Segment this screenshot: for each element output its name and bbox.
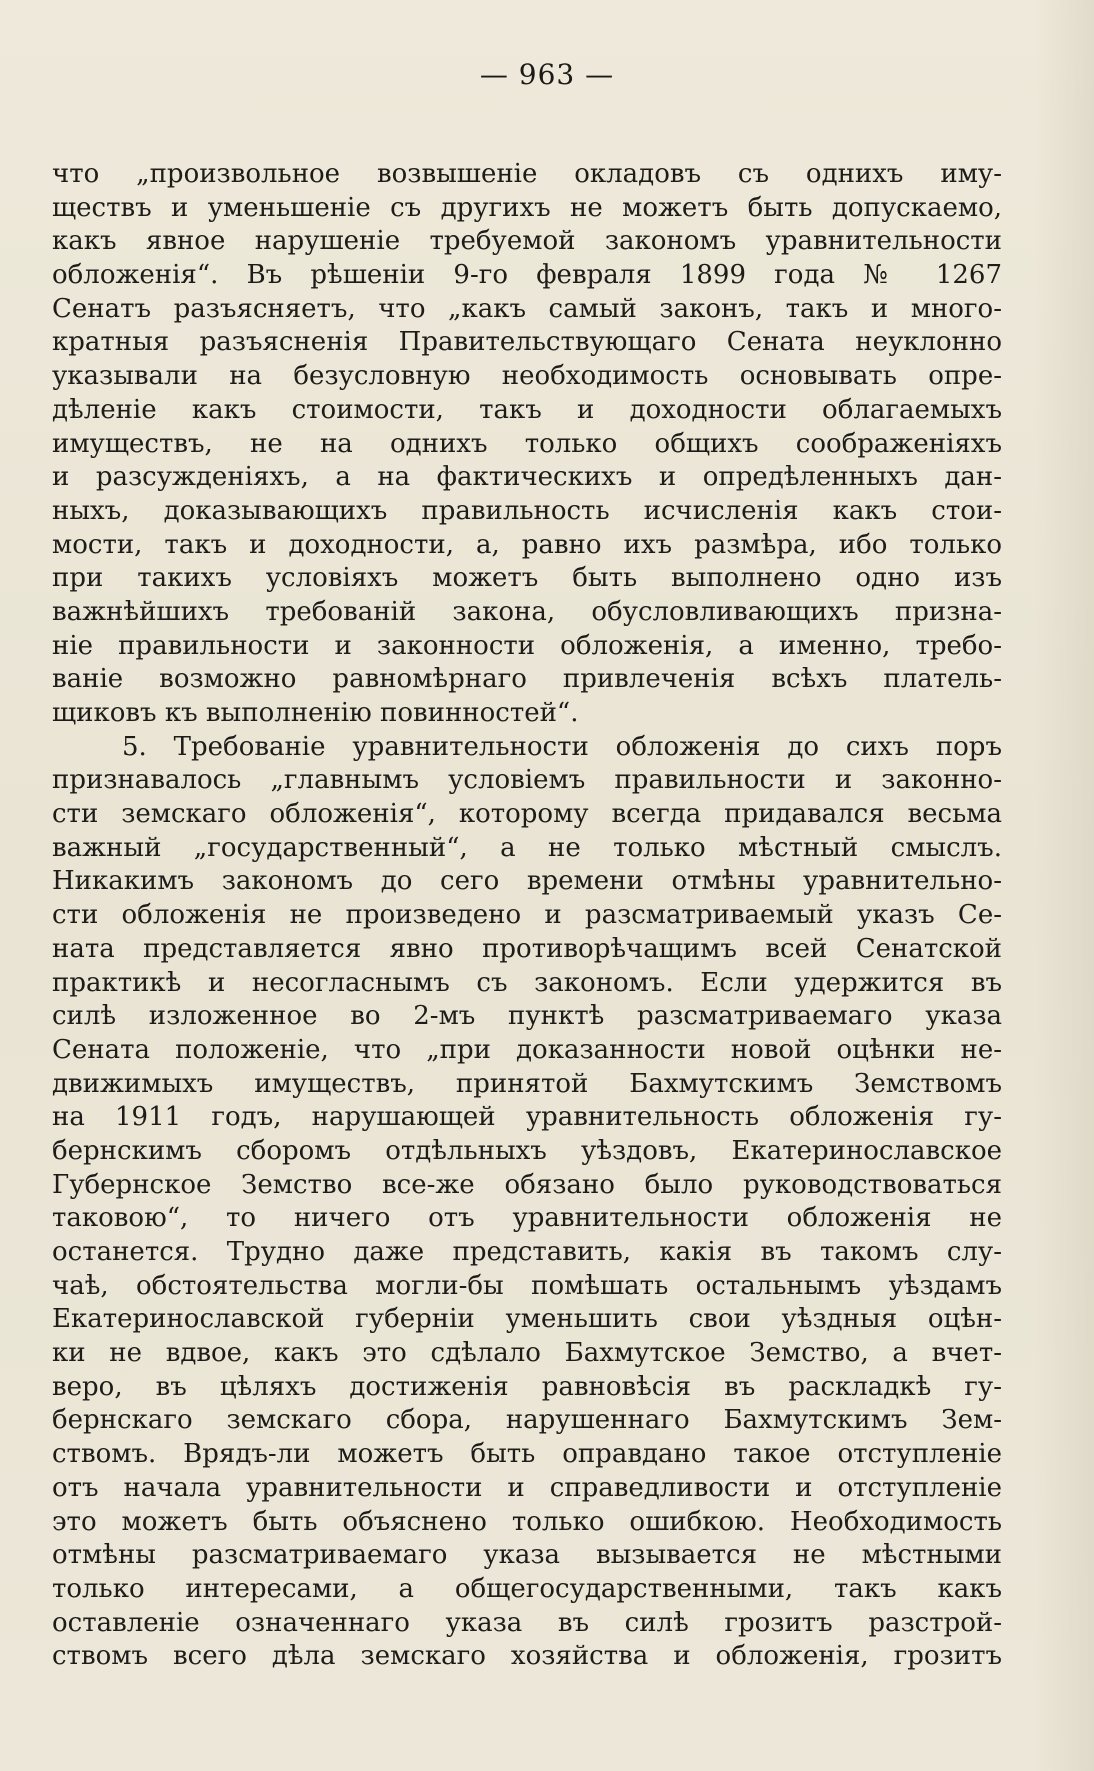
text-line: имуществъ, не на однихъ только общихъ соображеніяхъ <box>52 428 1002 459</box>
text-line: это можетъ быть объяснено только ошибкою. Необходимость <box>52 1506 1002 1537</box>
text-line: указывали на безусловную необходимость основывать опре- <box>52 361 1002 392</box>
text-line: ныхъ, доказывающихъ правильность исчисленія какъ стои- <box>52 495 1002 526</box>
text-line: какъ явное нарушеніе требуемой закономъ уравнительности <box>52 226 1002 257</box>
text-line: Сенатъ разъясняетъ, что „какъ самый законъ, такъ и много- <box>52 293 1002 324</box>
paragraph-1 <box>52 158 1002 731</box>
text-line: сти земскаго обложенія“, которому всегда придавался весьма <box>52 799 1002 830</box>
text-line: Губернское Земство все-же обязано было руководствоваться <box>52 1169 1002 1200</box>
text-line: движимыхъ имуществъ, принятой Бахмутскимъ Земствомъ <box>52 1068 1002 1099</box>
text-line: ществъ и уменьшеніе съ другихъ не можетъ быть допускаемо, <box>52 192 1002 223</box>
text-line: Никакимъ закономъ до сего времени отмѣны уравнительно- <box>52 866 1002 897</box>
text-line: мости, такъ и доходности, а, равно ихъ размѣра, ибо только <box>52 529 1002 560</box>
text-line: отъ начала уравнительности и справедливости и отступленіе <box>52 1472 1002 1503</box>
text-line: ствомъ всего дѣла земскаго хозяйства и обложенія, грозитъ <box>52 1641 1002 1672</box>
page-edge-shadow <box>1034 0 1094 1771</box>
text-line: 5. Требованіе уравнительности обложенія до сихъ поръ <box>122 731 1002 762</box>
text-line: ната представляется явно противорѣчащимъ всей Сенатской <box>52 933 1002 964</box>
text-line: ваніе возможно равномѣрнаго привлеченія всѣхъ платель- <box>52 664 1002 695</box>
text-line: кратныя разъясненія Правительствующаго Сената неуклонно <box>52 327 1002 358</box>
paragraph-2 <box>52 731 1002 1674</box>
text-line: чаѣ, обстоятельства могли-бы помѣшать остальнымъ уѣздамъ <box>52 1270 1002 1301</box>
text-line: ніе правильности и законности обложенія, а именно, требо- <box>52 630 1002 661</box>
text-line: щиковъ къ выполненію повинностей“. <box>52 698 579 728</box>
text-line: дѣленіе какъ стоимости, такъ и доходности облагаемыхъ <box>52 394 1002 425</box>
text-line: обложенія“. Въ рѣшеніи 9-го февраля 1899 года № 1267 <box>52 260 1002 291</box>
text-line: ки не вдвое, какъ это сдѣлало Бахмутское Земство, а вчет- <box>52 1338 1002 1369</box>
text-line: ствомъ. Врядъ-ли можетъ быть оправдано такое отступленіе <box>52 1439 1002 1470</box>
text-line: веро, въ цѣляхъ достиженія равновѣсія въ раскладкѣ гу- <box>52 1371 1002 1402</box>
text-line: практикѣ и несогласнымъ съ закономъ. Если удержится въ <box>52 967 1002 998</box>
text-line: важнѣйшихъ требованій закона, обусловливающихъ призна- <box>52 596 1002 627</box>
page-number: — 963 — <box>479 58 615 91</box>
text-line: бернскаго земскаго сбора, нарушеннаго Бахмутскимъ Зем- <box>52 1405 1002 1436</box>
text-line: оставленіе означеннаго указа въ силѣ грозитъ разстрой- <box>52 1607 1002 1638</box>
text-line: силѣ изложенное во 2-мъ пунктѣ разсматриваемаго указа <box>52 1001 1002 1032</box>
text-line: Сената положеніе, что „при доказанности новой оцѣнки не- <box>52 1034 1002 1065</box>
text-line: важный „государственный“, а не только мѣстный смыслъ. <box>52 832 1002 863</box>
text-line: останется. Трудно даже представить, какія въ такомъ слу- <box>52 1237 1002 1267</box>
text-line: при такихъ условіяхъ можетъ быть выполнено одно изъ <box>52 563 1002 594</box>
text-line: отмѣны разсматриваемаго указа вызывается не мѣстными <box>52 1540 1002 1571</box>
text-line: что „произвольное возвышеніе окладовъ съ однихъ иму- <box>52 159 1002 189</box>
text-line: на 1911 годъ, нарушающей уравнительность обложенія гу- <box>52 1102 1002 1133</box>
text-line: признавалось „главнымъ условіемъ правильности и законно- <box>52 765 1002 796</box>
text-line: и разсужденіяхъ, а на фактическихъ и опредѣленныхъ дан- <box>52 462 1002 493</box>
body-text <box>52 158 1002 1674</box>
text-line: бернскимъ сборомъ отдѣльныхъ уѣздовъ, Екатеринославское <box>52 1135 1002 1166</box>
text-line: только интересами, а общегосударственными, такъ какъ <box>52 1573 1002 1604</box>
text-line: сти обложенія не произведено и разсматриваемый указъ Се- <box>52 900 1002 931</box>
text-line: таковою“, то ничего отъ уравнительности обложенія не <box>52 1203 1002 1234</box>
text-line: Екатеринославской губерніи уменьшить свои уѣздныя оцѣн- <box>52 1304 1002 1335</box>
